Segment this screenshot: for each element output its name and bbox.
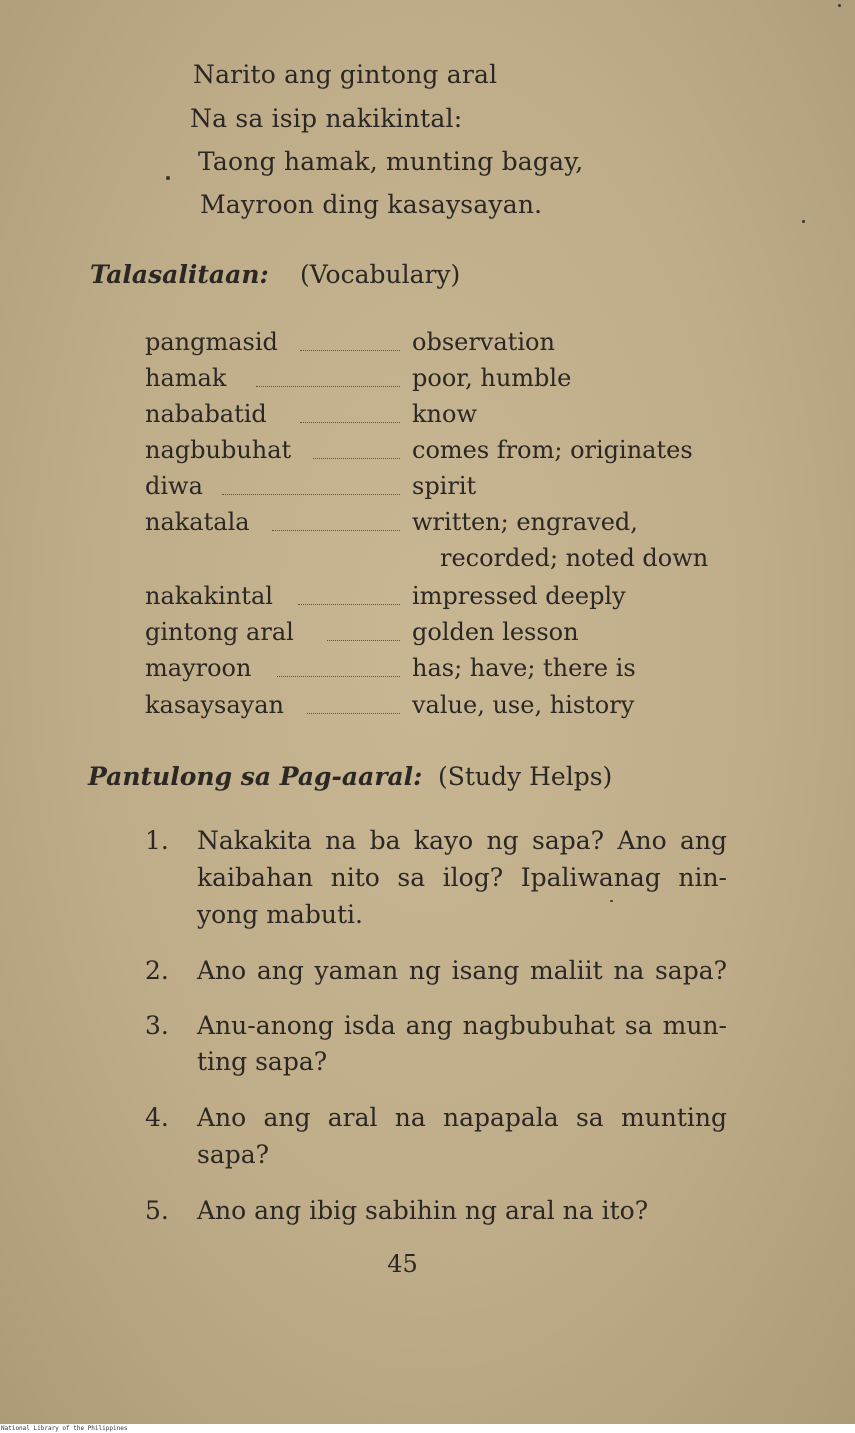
vocabulary-term: gintong aral	[145, 618, 294, 646]
leader-dots	[300, 422, 400, 423]
poem-line: Mayroon ding kasaysayan.	[200, 190, 543, 219]
footer-bar	[0, 1424, 855, 1433]
vocabulary-definition: comes from; originates	[412, 436, 693, 464]
vocabulary-definition: golden lesson	[412, 618, 579, 646]
leader-dots	[300, 350, 400, 351]
question-text: Nakakita na ba kayo ng sapa? Ano ang	[197, 826, 727, 855]
vocabulary-definition: poor, humble	[412, 364, 572, 392]
question-text: Ano ang yaman ng isang maliit na sapa?	[197, 956, 727, 985]
question-text: Anu-anong isda ang nagbubuhat sa mun-	[197, 1011, 727, 1040]
study-helps-title: Pantulong sa Pag-aaral:	[88, 762, 423, 791]
vocabulary-term: hamak	[145, 364, 227, 392]
vocabulary-term: pangmasid	[145, 328, 278, 356]
vocabulary-entry	[0, 654, 855, 690]
vocabulary-term: mayroon	[145, 654, 252, 682]
vocabulary-title: Talasalitaan:	[90, 260, 269, 289]
vocabulary-term: nagbubuhat	[145, 436, 292, 464]
question-number: 3.	[145, 1011, 169, 1040]
vocabulary-entry	[0, 691, 855, 727]
question-number: 5.	[145, 1196, 169, 1225]
vocabulary-definition: value, use, history	[412, 691, 635, 719]
vocabulary-definition: written; engraved,	[412, 508, 638, 536]
paper-speck	[802, 220, 805, 223]
question-text: yong mabuti.	[197, 900, 363, 929]
question-number: 1.	[145, 826, 169, 855]
question-text: sapa?	[197, 1140, 270, 1169]
vocabulary-subtitle: (Vocabulary)	[300, 260, 461, 289]
vocabulary-definition: has; have; there is	[412, 654, 636, 682]
leader-dots	[327, 640, 400, 641]
vocabulary-term: nakatala	[145, 508, 250, 536]
vocabulary-definition: impressed deeply	[412, 582, 626, 610]
vocabulary-entry	[0, 618, 855, 654]
leader-dots	[307, 713, 400, 714]
leader-dots	[222, 494, 400, 495]
question-text: ting sapa?	[197, 1047, 328, 1076]
vocabulary-entry	[0, 436, 855, 472]
leader-dots	[277, 676, 400, 677]
poem-line: Narito ang gintong aral	[193, 60, 498, 89]
page-number: 45	[387, 1250, 418, 1278]
question-number: 4.	[145, 1103, 169, 1132]
vocabulary-entry	[0, 400, 855, 436]
vocabulary-entry	[0, 582, 855, 618]
poem-line: Taong hamak, munting bagay,	[198, 147, 584, 176]
vocabulary-definition-continued: recorded; noted down	[440, 544, 709, 572]
poem-line: Na sa isip nakikintal:	[190, 104, 463, 133]
study-helps-heading	[88, 762, 613, 791]
vocabulary-heading	[90, 260, 461, 289]
leader-dots	[272, 530, 400, 531]
vocabulary-definition: spirit	[412, 472, 477, 500]
vocabulary-entry	[0, 328, 855, 364]
question-text: kaibahan nito sa ilog? Ipaliwanag nin-	[197, 863, 727, 892]
leader-dots	[298, 604, 400, 605]
vocabulary-definition: know	[412, 400, 477, 428]
vocabulary-entry	[0, 364, 855, 400]
vocabulary-entry	[0, 508, 855, 580]
vocabulary-term: kasaysayan	[145, 691, 284, 719]
vocabulary-term: nakakintal	[145, 582, 273, 610]
question-text: Ano ang aral na napapala sa munting	[197, 1103, 727, 1132]
paper-speck	[838, 4, 841, 7]
footer-credit: National Library of the Philippines	[1, 1425, 128, 1432]
study-helps-subtitle: (Study Helps)	[438, 762, 613, 791]
leader-dots	[313, 458, 400, 459]
vocabulary-entry	[0, 472, 855, 508]
paper-speck	[610, 900, 613, 902]
leader-dots	[256, 386, 400, 387]
vocabulary-term: diwa	[145, 472, 203, 500]
vocabulary-definition: observation	[412, 328, 555, 356]
vocabulary-term: nababatid	[145, 400, 267, 428]
question-text: Ano ang ibig sabihin ng aral na ito?	[197, 1196, 649, 1225]
paper-speck	[166, 176, 170, 180]
question-number: 2.	[145, 956, 169, 985]
